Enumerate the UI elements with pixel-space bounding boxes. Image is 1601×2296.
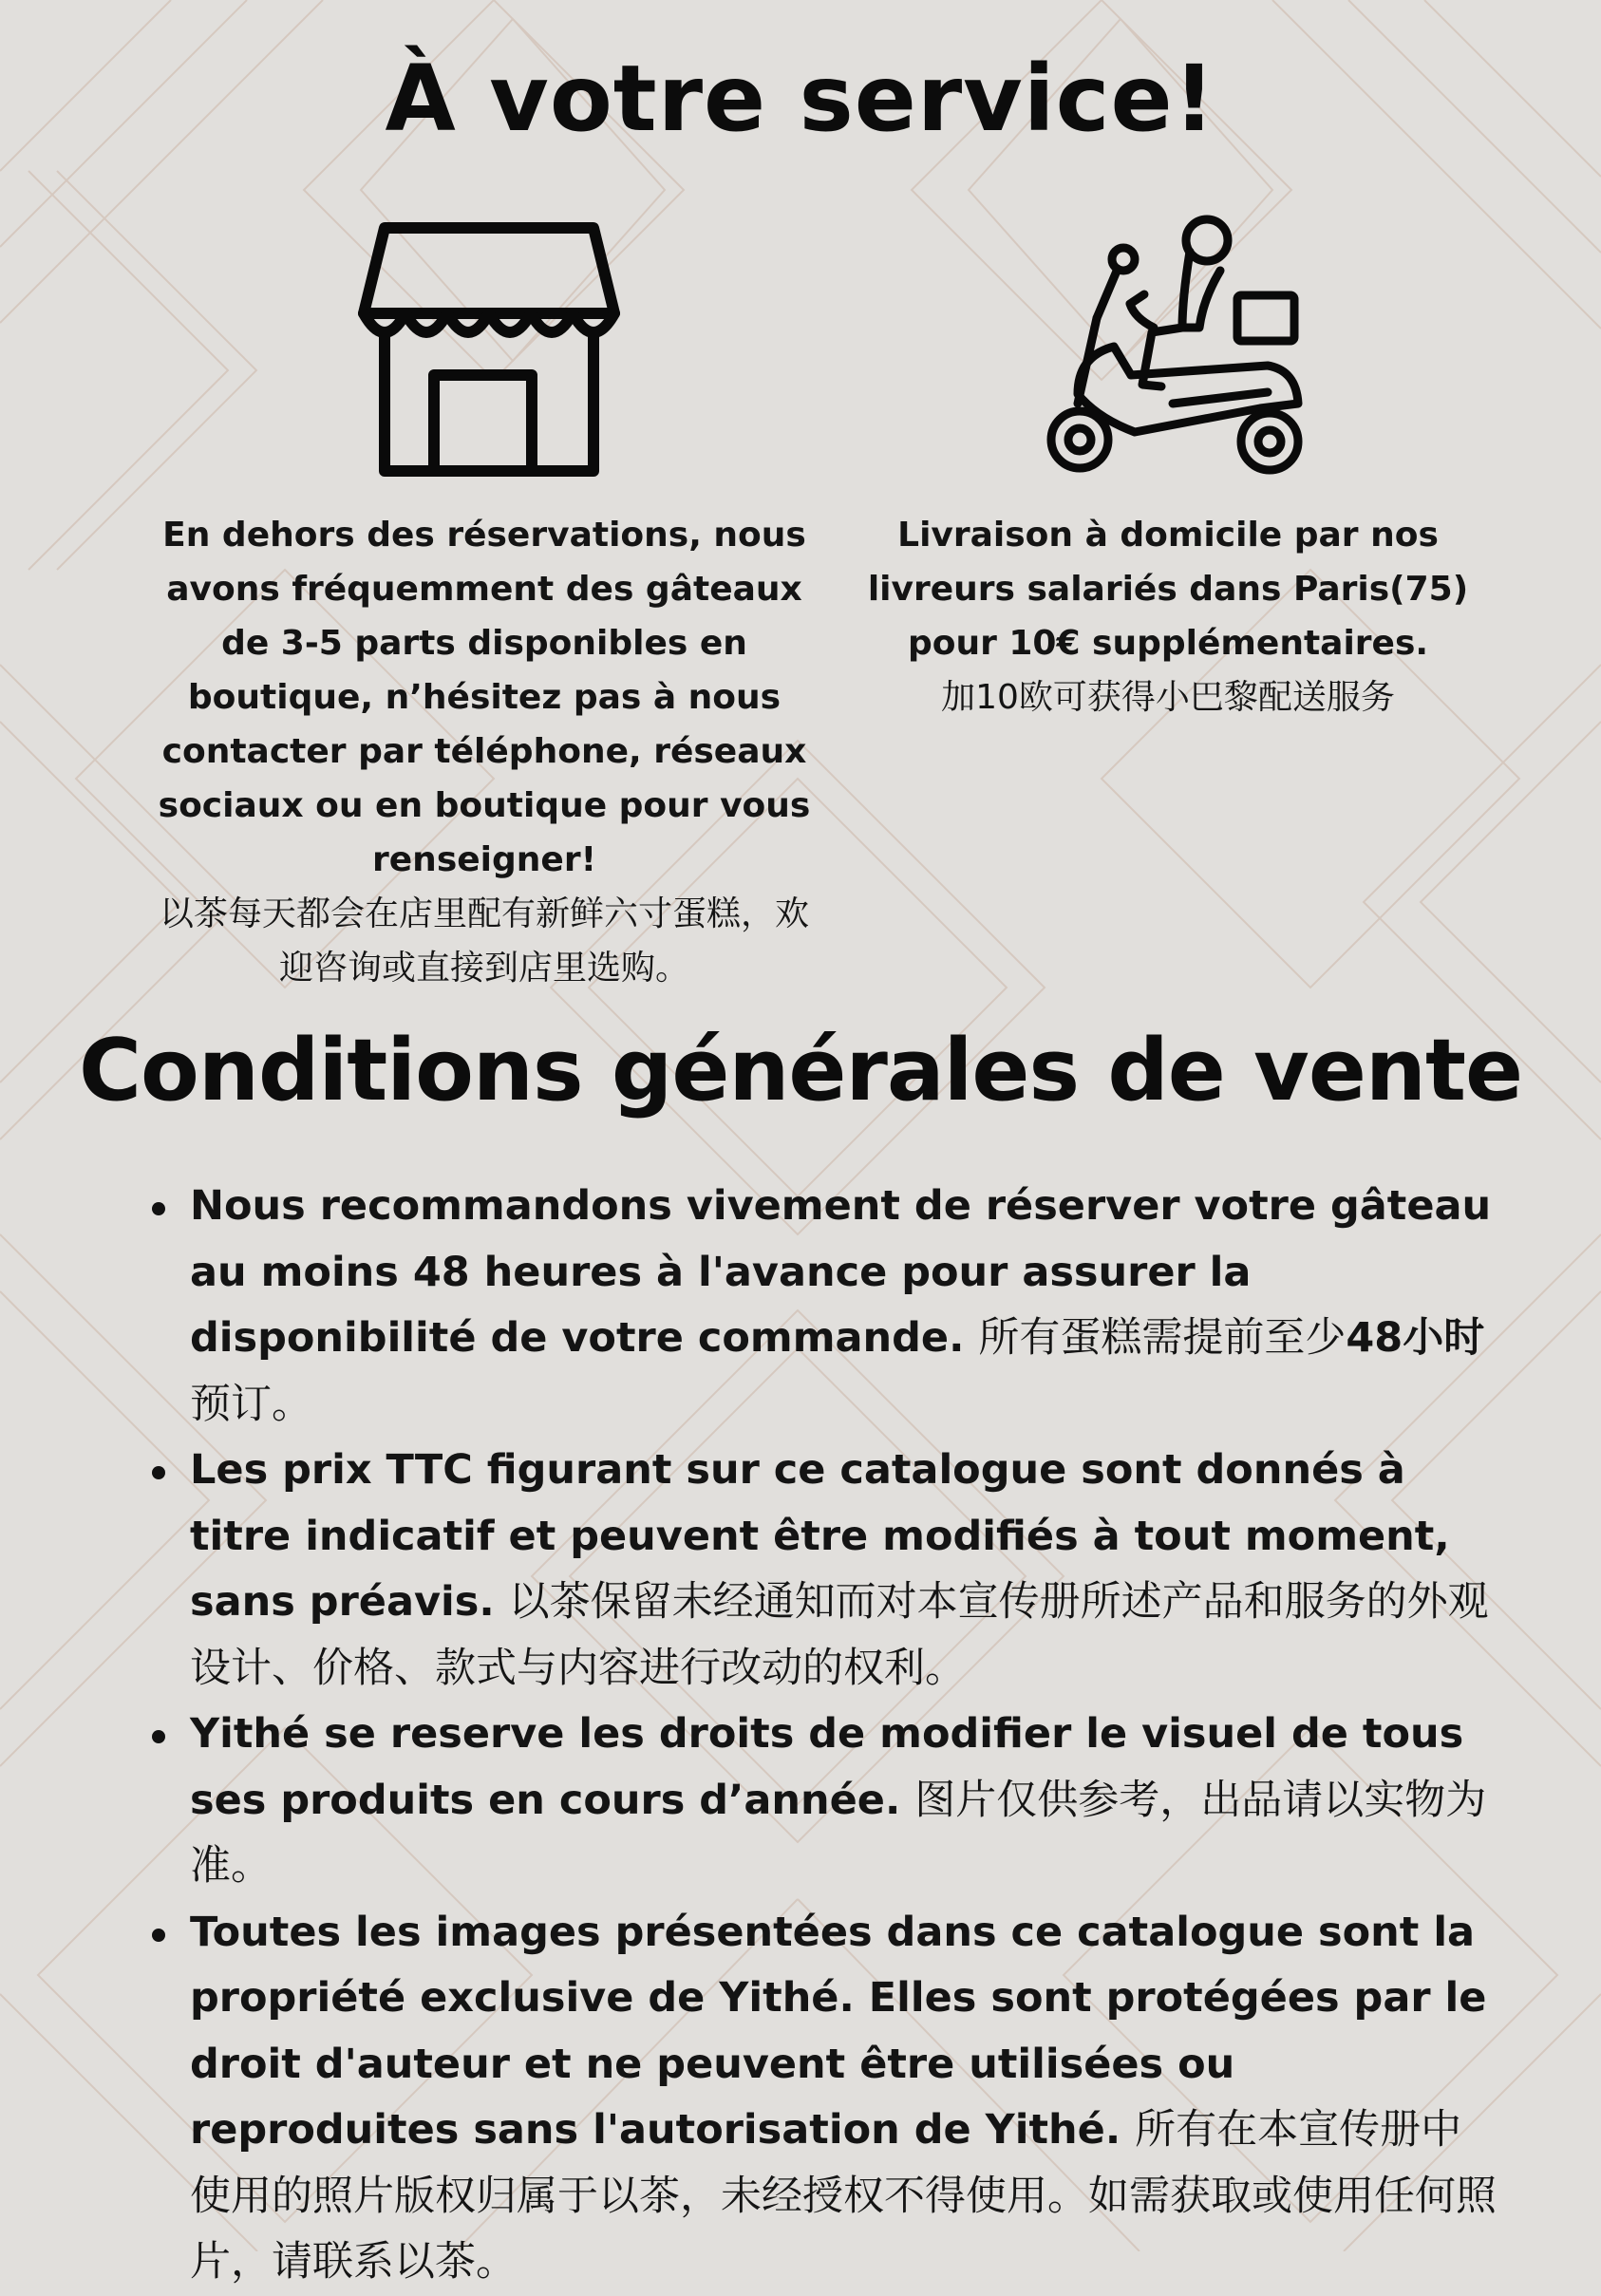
item-1-zh-bold: 48小时 [1346,1314,1485,1362]
bullet-icon [152,1730,165,1743]
item-1-fr-before: Nous recommandons vivement de réserver votre gâteau au moins [190,1182,1492,1296]
item-2-zh: 以茶保留未经通知而对本宣传册所述产品和服务的外观设计、价格、款式与内容进行改动的权利。 [190,1578,1489,1692]
delivery-text-zh: 加10欧可获得小巴黎配送服务 [941,678,1395,717]
shop-service-description [152,508,817,995]
shop-text-fr: En dehors des réservations, nous avons fréquemment des gâteaux de 3-5 parts disponibles en boutique, n’hésitez pas à nous contacter par téléphone, réseaux sociaux ou en boutique pour vous renseigner! [158,516,811,879]
conditions-item-1 [190,1174,1500,1438]
item-3-fr: Yithé se reserve les droits de modifier le visuel de tous ses produits en cours d’année. [190,1710,1464,1824]
scooter-delivery-icon [1040,214,1315,480]
conditions-item-2 [190,1438,1500,1702]
item-4-zh: 所有在本宣传册中使用的照片版权归属于以茶，未经授权不得使用。如需获取或使用任何照片，请联系以茶。 [190,2106,1497,2286]
conditions-item-3 [190,1702,1500,1900]
delivery-text-fr: Livraison à domicile par nos livreurs salariés dans Paris(75) pour 10€ supplémentaires. [867,516,1469,663]
conditions-title: Conditions générales de vente [78,1021,1523,1120]
bullet-icon [152,1929,165,1942]
item-1-zh-after: 预订。 [190,1380,312,1428]
conditions-item-4 [190,1900,1500,2296]
shop-icon [356,218,622,480]
item-1-fr-after: à l'avance pour assurer la disponibilité de votre commande. [190,1248,1252,1362]
item-4-fr: Toutes les images présentées dans ce catalogue sont la propriété exclusive de Yithé. Elles sont protégées par le droit d'auteur et ne peuvent être utilisées ou reproduites sans l'autorisation de Yithé. [190,1908,1487,2154]
bullet-icon [152,1466,165,1479]
bullet-icon [152,1202,165,1215]
item-3-zh: 图片仅供参考，出品请以实物为准。 [190,1776,1487,1890]
item-1-zh-before: 所有蛋糕需提前至少 [978,1314,1347,1362]
delivery-service-description [859,508,1477,725]
item-2-fr: Les prix TTC figurant sur ce catalogue sont donnés à titre indicatif et peuvent être modifiés à tout moment, sans préavis. [190,1446,1450,1626]
item-1-fr-bold: 48 heures [412,1248,643,1296]
page-title: À votre service! [385,46,1216,152]
conditions-list [190,1174,1500,2296]
shop-text-zh: 以茶每天都会在店里配有新鲜六寸蛋糕，欢迎咨询或直接到店里选购。 [159,894,809,988]
